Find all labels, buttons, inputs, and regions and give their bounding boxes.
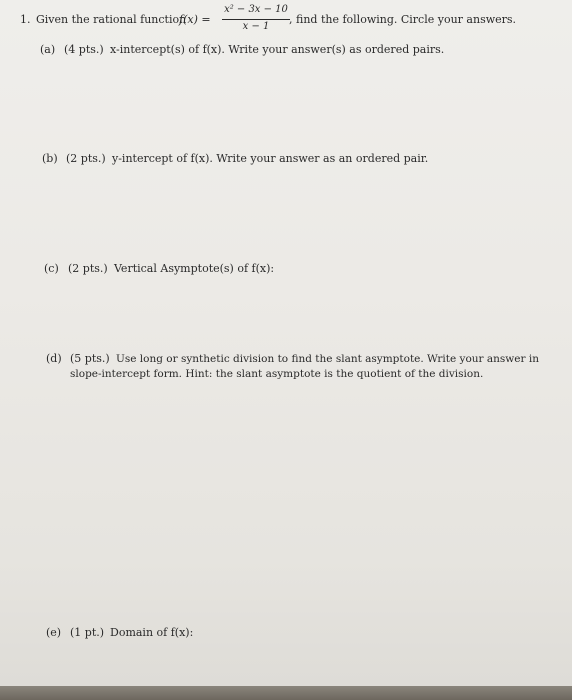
- part-b-text: y-intercept of f(x). Write your answer as an ordered pair.: [112, 152, 429, 165]
- part-d-points: (5 pts.): [70, 352, 110, 365]
- question-tail: , find the following. Circle your answers.: [289, 13, 517, 26]
- function-numerator: x² − 3x − 10: [224, 4, 288, 15]
- part-b-label: (b): [42, 152, 58, 165]
- function-denominator: x − 1: [242, 21, 270, 32]
- part-a-points: (4 pts.): [64, 43, 104, 56]
- part-b-points: (2 pts.): [66, 152, 106, 165]
- part-d-label: (d): [46, 352, 62, 365]
- fraction-bar: [222, 19, 290, 20]
- part-a-label: (a): [40, 43, 56, 56]
- table-edge: [0, 686, 572, 700]
- part-c-label: (c): [44, 262, 59, 275]
- part-c-text: Vertical Asymptote(s) of f(x):: [114, 262, 275, 275]
- part-e-label: (e): [46, 626, 62, 639]
- part-a-text: x-intercept(s) of f(x). Write your answer(s) as ordered pairs.: [110, 43, 445, 56]
- part-e-points: (1 pt.): [70, 626, 105, 639]
- part-c-points: (2 pts.): [68, 262, 108, 275]
- part-e-text: Domain of f(x):: [110, 626, 194, 639]
- part-d-text-line1: Use long or synthetic division to find the slant asymptote. Write your answer in: [116, 353, 539, 365]
- question-number: 1.: [20, 13, 31, 26]
- function-lhs: f(x) =: [179, 13, 211, 26]
- part-d-text-line2: slope-intercept form. Hint: the slant asymptote is the quotient of the division.: [70, 368, 484, 380]
- question-lead: Given the rational function: [36, 13, 187, 26]
